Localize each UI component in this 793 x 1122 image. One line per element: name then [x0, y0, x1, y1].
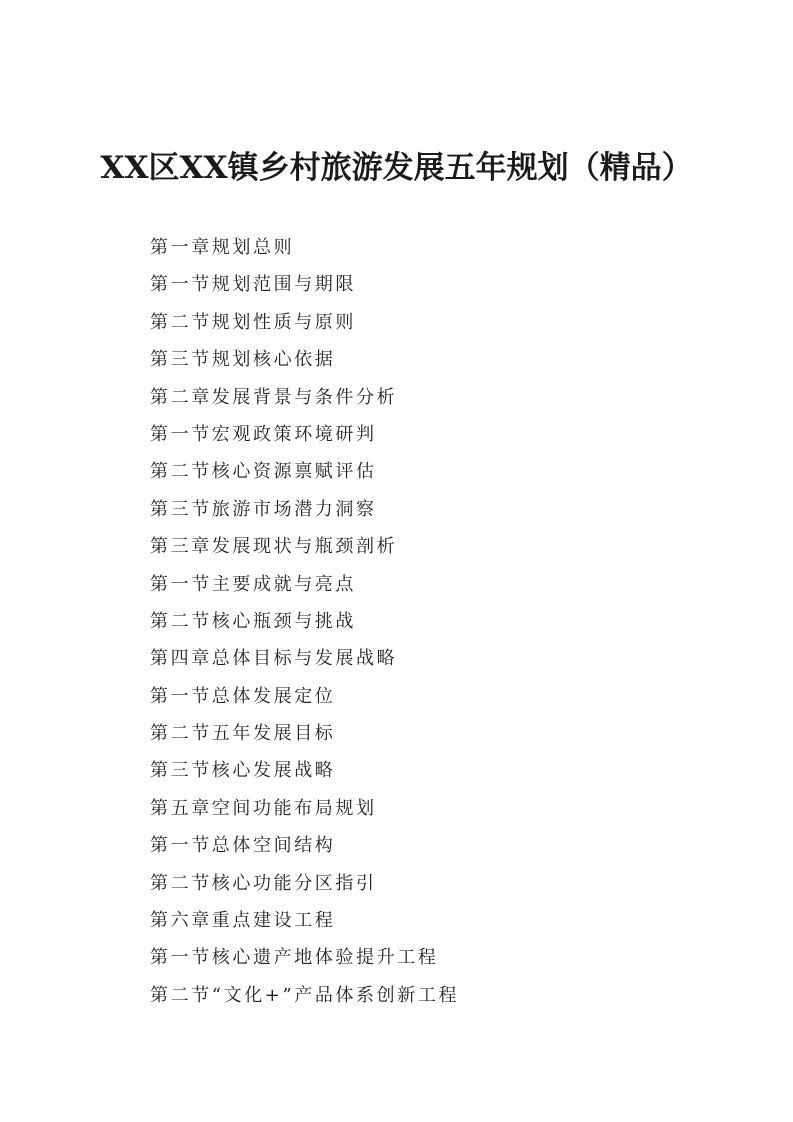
- toc-item: 第一章规划总则: [150, 237, 295, 258]
- toc-item: 第一节宏观政策环境研判: [150, 423, 377, 445]
- toc-item: 第二节核心瓶颈与挑战: [150, 610, 356, 632]
- toc-item: 第四章总体目标与发展战略: [150, 648, 398, 670]
- toc-item: 第二节规划性质与原则: [150, 311, 356, 333]
- toc-item: 第三节规划核心依据: [150, 349, 336, 371]
- toc-item: 第二章发展背景与条件分析: [150, 386, 398, 408]
- toc-item: 第一节总体空间结构: [150, 835, 336, 857]
- toc-item: 第一节主要成就与亮点: [150, 573, 356, 595]
- toc-item: 第一节核心遗产地体验提升工程: [150, 947, 439, 969]
- toc-item: 第六章重点建设工程: [150, 910, 336, 932]
- toc-item: 第三节核心发展战略: [150, 760, 336, 782]
- toc-item: 第三章发展现状与瓶颈剖析: [150, 536, 398, 558]
- document-title: XX区XX镇乡村旅游发展五年规划（精品）: [100, 150, 693, 186]
- toc-item: 第二节“文化+”产品体系创新工程: [150, 984, 460, 1006]
- toc-item: 第三节旅游市场潜力洞察: [150, 498, 377, 520]
- toc-item: 第二节核心资源禀赋评估: [150, 461, 377, 483]
- toc-item: 第二节五年发展目标: [150, 723, 336, 745]
- toc-item: 第一节总体发展定位: [150, 685, 336, 707]
- toc-item: 第一节规划范围与期限: [150, 274, 356, 296]
- toc-item: 第五章空间功能布局规划: [150, 797, 377, 819]
- table-of-contents: [150, 233, 710, 1018]
- toc-item: 第二节核心功能分区指引: [150, 872, 377, 894]
